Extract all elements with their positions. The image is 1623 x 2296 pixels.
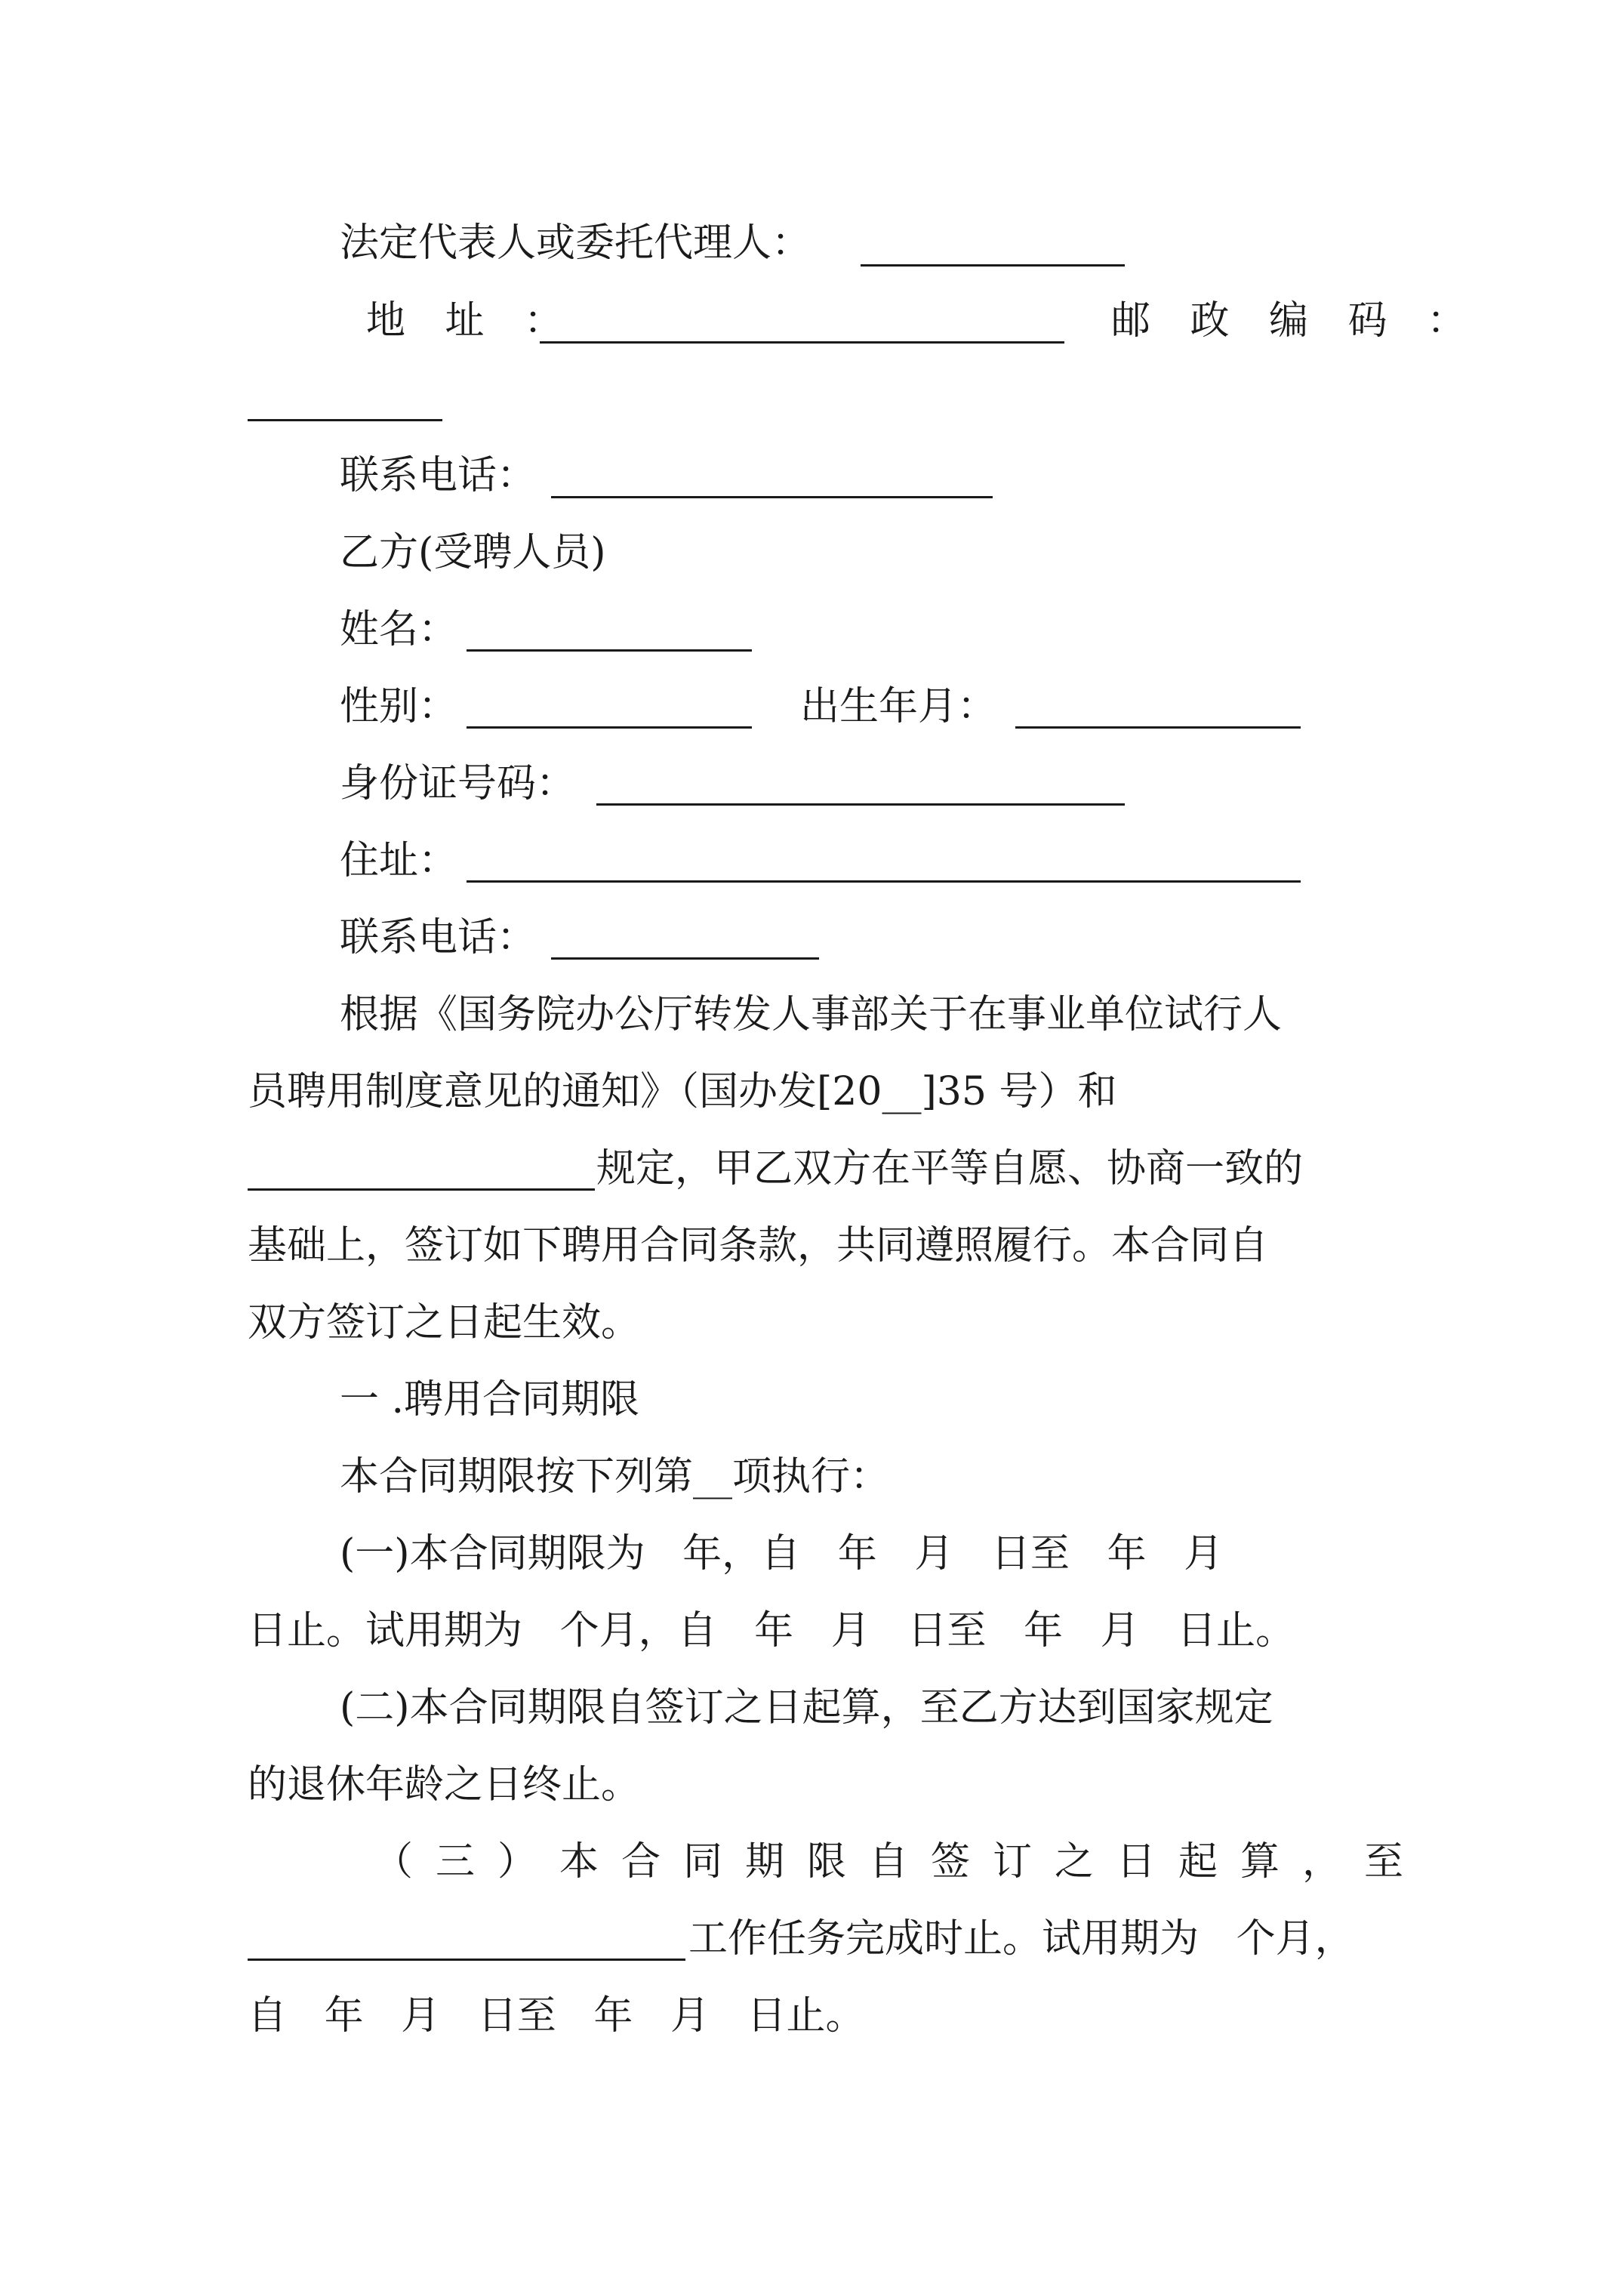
option-3-line-2: 工作任务完成时止。试用期为 个月， xyxy=(688,1916,1354,1962)
party-b-phone-label: 联系电话： xyxy=(340,915,537,960)
section-1-intro: 本合同期限按下列第__项执行： xyxy=(340,1454,890,1499)
address-label: 地 址 ： xyxy=(366,298,577,344)
party-a-phone-blank xyxy=(551,496,993,498)
birth-label: 出生年月： xyxy=(800,684,997,729)
birth-blank xyxy=(1015,726,1301,729)
gender-blank xyxy=(467,726,752,729)
option-2-line-1: (二)本合同期限自签订之日起算，至乙方达到国家规定 xyxy=(340,1685,1273,1730)
party-b-phone-blank xyxy=(551,957,819,960)
party-b-heading: 乙方(受聘人员) xyxy=(340,530,606,575)
regulation-blank xyxy=(248,1188,595,1191)
legal-rep-blank xyxy=(861,264,1125,267)
party-a-phone-label: 联系电话： xyxy=(340,453,537,498)
legal-rep-label: 法定代表人或委托代理人： xyxy=(340,220,812,266)
party-b-address-blank xyxy=(467,880,1301,883)
preamble-line-3: 规定，甲乙双方在平等自愿、协商一致的 xyxy=(596,1146,1304,1191)
name-label: 姓名： xyxy=(340,607,458,652)
work-task-blank xyxy=(248,1959,685,1961)
party-b-address-label: 住址： xyxy=(340,838,458,883)
option-3-line-1: （三）本合同期限自签订之日起算，至 xyxy=(374,1839,1427,1885)
option-1-line-2: 日止。试用期为 个月，自 年 月 日至 年 月 日止。 xyxy=(248,1608,1295,1653)
id-blank xyxy=(596,803,1125,806)
postcode-blank xyxy=(248,419,442,421)
preamble-line-1: 根据《国务院办公厅转发人事部关于在事业单位试行人 xyxy=(340,992,1283,1037)
option-1-line-1: (一)本合同期限为 年，自 年 月 日至 年 月 xyxy=(340,1531,1224,1576)
address-blank xyxy=(540,341,1064,344)
preamble-line-4: 基础上，签订如下聘用合同条款，共同遵照履行。本合同自 xyxy=(248,1223,1269,1268)
option-3-line-3: 自 年 月 日至 年 月 日止。 xyxy=(248,1993,865,2039)
gender-label: 性别： xyxy=(340,684,458,729)
id-label: 身份证号码： xyxy=(340,761,576,806)
name-blank xyxy=(467,649,752,652)
postcode-label: 邮 政 编 码 ： xyxy=(1111,298,1480,344)
preamble-line-5: 双方签订之日起生效。 xyxy=(248,1300,641,1345)
section-1-title: 一 .聘用合同期限 xyxy=(340,1377,640,1422)
preamble-line-2: 员聘用制度意见的通知》（国办发[20__]35 号）和 xyxy=(248,1069,1117,1114)
option-2-line-2: 的退休年龄之日终止。 xyxy=(248,1762,641,1808)
